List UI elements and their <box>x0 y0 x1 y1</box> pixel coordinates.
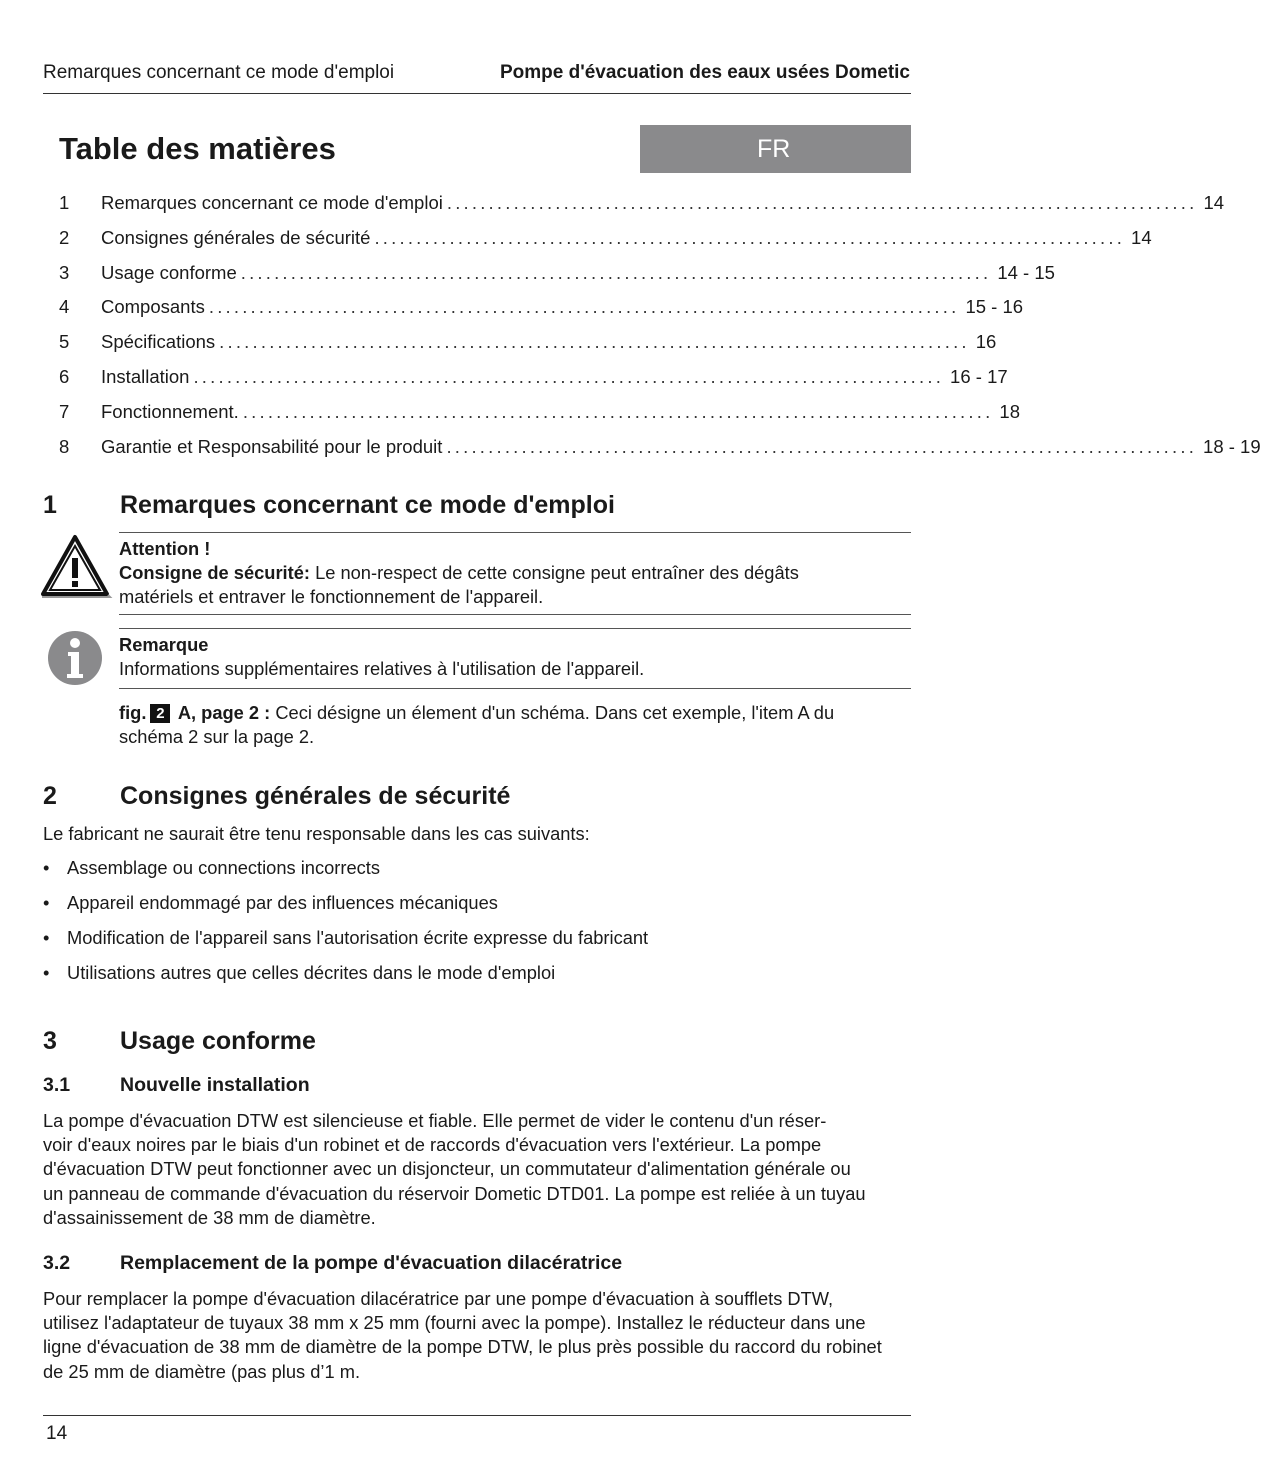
fig-prefix: fig. <box>119 702 147 723</box>
warning-bottom-rule <box>119 614 911 615</box>
toc-leader: .......................................................................................... <box>242 400 994 422</box>
toc-entry-number: 6 <box>59 365 70 387</box>
toc-entry-number: 2 <box>59 226 70 248</box>
list-item <box>43 927 911 962</box>
toc-entry-label: Installation <box>101 365 190 387</box>
note-title: Remarque <box>119 634 209 655</box>
subsection-3-1-body <box>43 1109 911 1230</box>
subsection-title: Remplacement de la pompe d'évacuation dilacératrice <box>120 1252 623 1274</box>
toc-entry[interactable] <box>59 435 1261 471</box>
section-title: Consignes générales de sécurité <box>120 782 511 810</box>
toc-leader: .......................................................................................... <box>446 192 1198 213</box>
warning-top-rule <box>119 532 911 533</box>
toc-entry[interactable] <box>59 296 1024 331</box>
toc-entry-page: 14 <box>1203 192 1225 213</box>
toc-entry-page: 16 <box>975 331 997 353</box>
toc-entry-number: 1 <box>59 192 70 213</box>
warning-triangle-icon <box>40 534 110 598</box>
section-2-heading <box>43 782 911 811</box>
section-number: 2 <box>43 782 57 810</box>
section-title: Remarques concernant ce mode d'emploi <box>120 491 615 519</box>
toc-entry-page: 16 - 17 <box>950 365 1008 387</box>
paragraph-line: voir d'eaux noires par le biais d'un robinet et de raccords d'évacuation vers l'extérieur. La pompe <box>43 1134 822 1156</box>
list-item <box>43 892 911 927</box>
warning-title: Attention ! <box>119 538 211 559</box>
running-header-right: Pompe d'évacuation des eaux usées Dometic <box>499 62 910 83</box>
toc-leader: .......................................................................................... <box>374 226 1126 248</box>
toc-entry-label: Usage conforme <box>101 261 237 283</box>
toc-entry-label: Consignes générales de sécurité <box>101 226 371 248</box>
info-icon <box>47 630 103 686</box>
paragraph-line: utilisez l'adaptateur de tuyaux 38 mm x 25 mm (fourni avec la pompe). Installez le réducteur dans une <box>43 1312 866 1334</box>
toc-entry-label: Garantie et Responsabilité pour le produit <box>101 435 443 457</box>
toc-entry-number: 7 <box>59 400 70 422</box>
toc-entry-label: Composants <box>101 296 205 318</box>
paragraph-line: de 25 mm de diamètre (pas plus d’1 m. <box>43 1360 361 1382</box>
toc-entry-number: 8 <box>59 435 70 457</box>
note-body: Informations supplémentaires relatives à l'utilisation de l'appareil. <box>119 658 645 680</box>
toc-entry-number: 5 <box>59 331 70 353</box>
figure-reference-line-2: schéma 2 sur la page 2. <box>119 726 315 748</box>
subsection-title: Nouvelle installation <box>120 1074 310 1096</box>
toc-entry[interactable] <box>59 226 1152 262</box>
list-item-text: Assemblage ou connections incorrects <box>67 857 380 878</box>
subsection-3-2-heading <box>43 1252 911 1275</box>
subsection-3-2-body <box>43 1287 911 1384</box>
paragraph-line: La pompe d'évacuation DTW est silencieuse et fiable. Elle permet de vider le contenu d'un réser- <box>43 1110 827 1131</box>
paragraph-line: d'assainissement de 38 mm de diamètre. <box>43 1206 376 1228</box>
subsection-3-1-heading <box>43 1074 911 1097</box>
toc-entry-number: 4 <box>59 296 70 318</box>
liability-list <box>43 857 911 997</box>
toc-entry-page: 14 <box>1131 226 1152 248</box>
figure-reference <box>119 701 911 749</box>
toc-entry[interactable] <box>59 365 1008 401</box>
figure-number-badge: 2 <box>150 704 170 723</box>
section-2-intro: Le fabricant ne saurait être tenu responsable dans les cas suivants: <box>43 823 590 844</box>
section-number: 1 <box>43 491 57 519</box>
warning-line-1 <box>119 561 911 585</box>
running-header-left: Remarques concernant ce mode d'emploi <box>43 62 395 83</box>
note-bottom-rule <box>119 688 911 689</box>
toc-leader: .......................................................................................... <box>446 435 1198 457</box>
list-item <box>43 857 911 892</box>
toc-leader: .......................................................................................... <box>193 365 945 387</box>
note-top-rule <box>119 628 911 629</box>
warning-text <box>119 537 911 610</box>
language-tab: FR <box>640 125 911 173</box>
toc-entry-label: Spécifications <box>101 331 216 353</box>
section-number: 3 <box>43 1027 57 1055</box>
toc-entry[interactable] <box>59 400 1020 436</box>
toc-leader: .......................................................................................... <box>240 261 992 283</box>
toc-entry-page: 15 - 16 <box>965 296 1024 318</box>
page-number: 14 <box>46 1423 68 1444</box>
subsection-number: 3.2 <box>43 1252 71 1274</box>
section-3-heading <box>43 1027 911 1056</box>
footer-rule <box>43 1415 911 1416</box>
note-text <box>119 633 911 681</box>
paragraph-line: un panneau de commande d'évacuation du réservoir Dometic DTD01. La pompe est reliée à un tuyau <box>43 1182 866 1204</box>
toc-leader: .......................................................................................... <box>219 331 970 353</box>
bullet: • <box>43 927 50 948</box>
toc-entry-number: 3 <box>59 261 70 283</box>
toc-entry-page: 18 - 19 <box>1203 435 1261 457</box>
figure-reference-line-1 <box>119 701 911 725</box>
warning-line-2: matériels et entraver le fonctionnement de l'appareil. <box>119 586 544 608</box>
fig-ref: A, page 2 : <box>173 702 271 723</box>
bullet: • <box>43 892 50 913</box>
subsection-number: 3.1 <box>43 1074 71 1096</box>
warning-label: Consigne de sécurité: <box>119 562 310 584</box>
paragraph-line: ligne d'évacuation de 38 mm de diamètre de la pompe DTW, le plus près possible du raccord du robinet <box>43 1336 882 1358</box>
toc-entry[interactable] <box>59 192 1225 227</box>
bullet: • <box>43 962 50 983</box>
paragraph-line: Pour remplacer la pompe d'évacuation dilacératrice par une pompe d'évacuation à soufflets DTW, <box>43 1288 834 1309</box>
toc-title: Table des matières <box>59 131 336 166</box>
warning-text-line-1: Le non-respect de cette consigne peut entraîner des dégâts <box>309 562 799 584</box>
paragraph-line: d'évacuation DTW peut fonctionner avec un disjoncteur, un commutateur d'alimentation générale ou <box>43 1158 851 1180</box>
fig-text-line-1: Ceci désigne un élement d'un schéma. Dans cet exemple, l'item A du <box>270 702 835 723</box>
section-1-heading <box>43 491 911 520</box>
toc-entry[interactable] <box>59 261 1055 297</box>
list-item <box>43 962 911 997</box>
header-rule <box>43 93 911 94</box>
list-item-text: Utilisations autres que celles décrites dans le mode d'emploi <box>67 962 556 983</box>
bullet: • <box>43 857 50 878</box>
toc-entry-page: 18 <box>999 400 1020 422</box>
table-of-contents <box>59 192 1261 470</box>
list-item-text: Appareil endommagé par des influences mécaniques <box>67 892 498 913</box>
toc-entry-label: Fonctionnement. <box>101 400 239 422</box>
toc-entry[interactable] <box>59 331 997 366</box>
toc-entry-page: 14 - 15 <box>997 261 1055 283</box>
toc-entry-label: Remarques concernant ce mode d'emploi <box>101 192 443 213</box>
list-item-text: Modification de l'appareil sans l'autorisation écrite expresse du fabricant <box>67 927 649 948</box>
toc-leader: .......................................................................................... <box>208 296 960 318</box>
section-title: Usage conforme <box>120 1027 316 1055</box>
